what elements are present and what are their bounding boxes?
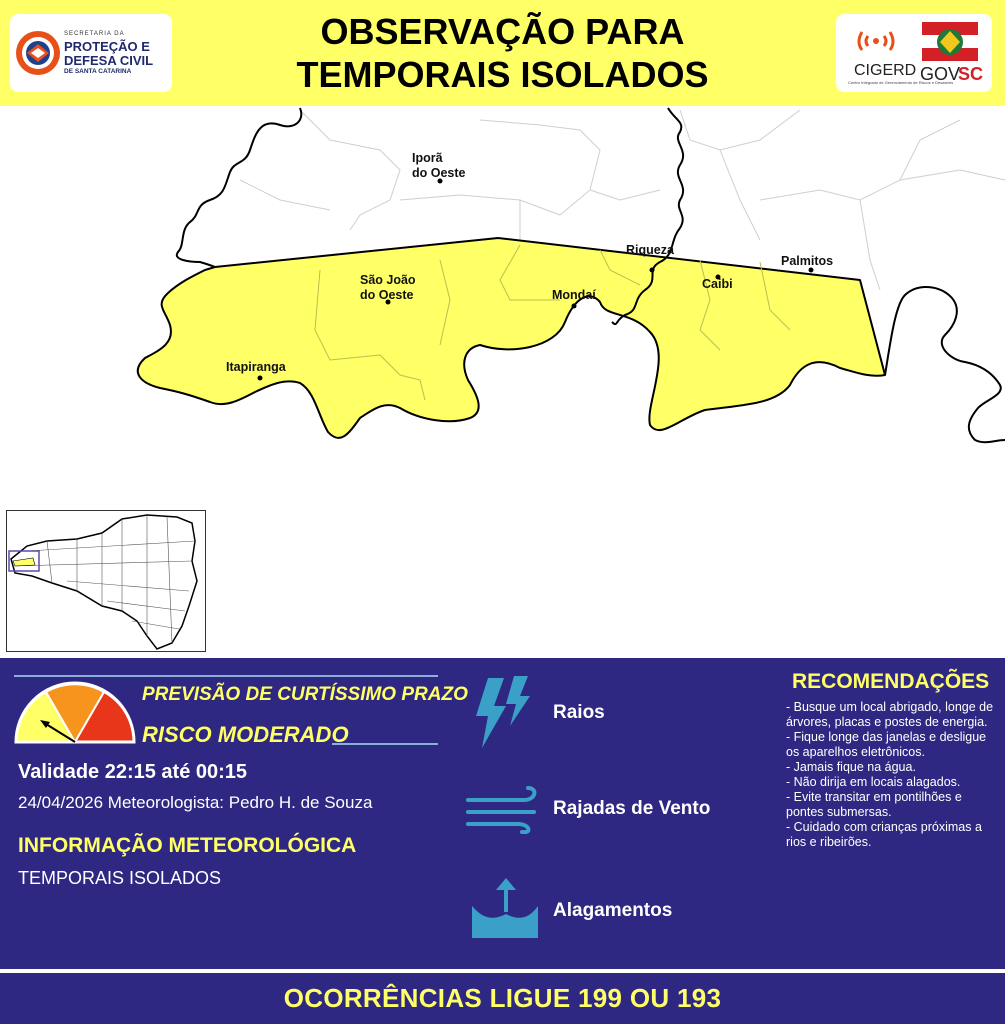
recommendations-title: RECOMENDAÇÕES	[792, 670, 990, 693]
risk-gauge-icon	[16, 683, 134, 742]
risk-label: RISCO MODERADO	[142, 722, 349, 747]
forecast-label: PREVISÃO DE CURTÍSSIMO PRAZO	[142, 684, 468, 705]
recommendation-item: - Busque um local abrigado, longe de árvores, placas e postes de energia.	[786, 700, 994, 729]
header-bar	[0, 0, 1005, 106]
city-dot-riqueza	[650, 268, 655, 273]
city-label-itapiranga: Itapiranga	[226, 360, 286, 374]
logo-line1: PROTEÇÃO E	[64, 39, 150, 54]
recommendation-item: - Jamais fique na água.	[786, 760, 916, 774]
emergency-numbers: OCORRÊNCIAS LIGUE 199 OU 193	[283, 983, 722, 1013]
govsc-prefix: GOV	[920, 64, 961, 84]
title-line1: OBSERVAÇÃO PARA	[320, 11, 685, 52]
city-label-mondai: Mondaí	[552, 288, 596, 302]
logo-small-text: SECRETARIA DA	[64, 31, 125, 37]
recommendations-list	[786, 700, 998, 850]
logo-line3: DE SANTA CATARINA	[64, 68, 132, 75]
recommendation-item: - Fique longe das janelas e desligue os aparelhos eletrônicos.	[786, 730, 987, 759]
footer-bar	[0, 973, 1005, 1024]
hazard-label-vento: Rajadas de Vento	[553, 798, 711, 819]
info-title: INFORMAÇÃO METEOROLÓGICA	[18, 834, 357, 857]
locator-inset-map	[6, 510, 206, 652]
santa-catarina-outline	[7, 511, 205, 651]
page-title	[200, 10, 805, 96]
cigerd-signal-icon	[859, 32, 893, 50]
city-label-ipora-2: do Oeste	[412, 166, 466, 180]
validity-text: Validade 22:15 até 00:15	[18, 761, 248, 783]
city-dot-mondai	[572, 304, 577, 309]
city-label-ipora-1: Iporã	[412, 151, 443, 165]
lightning-icon	[470, 674, 540, 752]
info-panel	[0, 658, 1005, 969]
recommendation-item: - Não dirija em locais alagados.	[786, 775, 961, 789]
wind-icon	[466, 786, 546, 834]
date-meteorologist: 24/04/2026 Meteorologista: Pedro H. de Souza	[18, 793, 373, 812]
city-label-palmitos: Palmitos	[781, 254, 834, 268]
city-label-riqueza: Riqueza	[626, 243, 674, 257]
city-label-sao-joao-1: São João	[360, 273, 416, 287]
defesa-civil-logo	[10, 14, 172, 92]
govsc-suffix: SC	[958, 64, 984, 84]
city-label-caibi: Caibi	[702, 277, 733, 291]
hazard-label-raios: Raios	[553, 702, 605, 723]
logo-line2: DEFESA CIVIL	[64, 53, 154, 68]
city-dot-itapiranga	[258, 376, 263, 381]
warning-area	[138, 238, 885, 438]
recommendation-item: - Evite transitar em pontilhões e pontes submersas.	[786, 790, 962, 819]
cigerd-sub: Centro Integrado de Gerenciamento de Riscos e Desastres	[848, 80, 954, 85]
city-dot-palmitos	[809, 268, 814, 273]
cigerd-label: CIGERD	[854, 62, 917, 79]
recommendation-item: - Cuidado com crianças próximas a rios e ribeirões.	[786, 820, 982, 849]
city-label-sao-joao-2: do Oeste	[360, 288, 414, 302]
partner-logos	[836, 14, 992, 92]
info-body: TEMPORAIS ISOLADOS	[18, 868, 222, 888]
hazard-label-alagamentos: Alagamentos	[553, 900, 673, 921]
sc-flag-icon	[922, 22, 978, 61]
flood-icon	[470, 876, 542, 942]
title-line2: TEMPORAIS ISOLADOS	[296, 54, 709, 95]
